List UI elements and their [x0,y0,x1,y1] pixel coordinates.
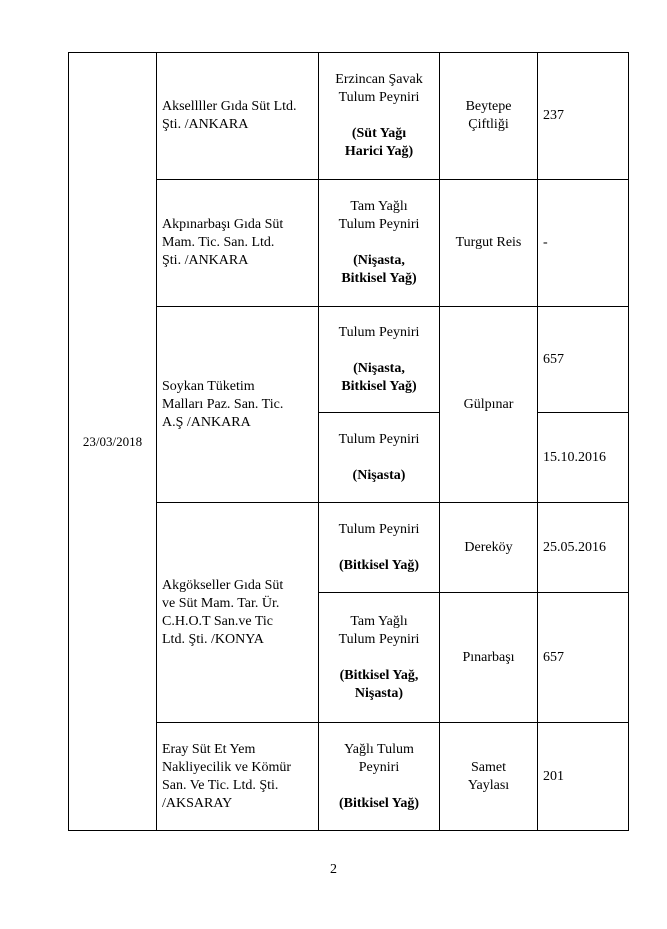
lot-number-cell: 237 [538,53,629,180]
brand-line: Samet [471,759,506,775]
lot-number-cell: 657 [538,307,629,413]
page-number: 2 [330,862,337,877]
firm-cell [157,180,319,307]
adulterant [324,795,434,813]
brand-line: Yaylası [467,777,510,793]
firm-line: Eray Süt Et Yem [162,741,256,757]
firm-cell [157,503,319,723]
product-name [324,741,434,777]
adulterant-line: Bitkisel Yağ) [341,378,417,394]
firm-line: Şti. /ANKARA [162,253,249,268]
lot-number-cell: 657 [538,593,629,723]
product-name [324,613,434,649]
adulterant [324,125,434,161]
adulterant [324,667,434,703]
date-cell: 23/03/2018 [69,53,157,831]
product-line: Peyniri [358,759,400,775]
brand-cell [440,723,538,831]
product-line: Tam Yağlı [350,613,408,629]
brand-line: Turgut Reis [455,235,522,250]
firm-line: Malları Paz. San. Tic. [162,396,284,412]
brand-cell [440,593,538,723]
product-line: Yağlı Tulum [344,741,414,757]
adulteration-table [68,52,629,831]
product-cell [319,503,440,593]
product-cell [319,53,440,180]
firm-line: A.Ş /ANKARA [162,414,251,430]
product-name [324,521,434,539]
adulterant-line: (Bitkisel Yağ) [339,795,419,811]
firm-line: Nakliyecilik ve Kömür [162,759,292,775]
lot-number-cell: - [538,180,629,307]
adulterant-line: (Süt Yağı [351,126,407,141]
product-cell [319,413,440,503]
brand-cell [440,503,538,593]
product-cell [319,593,440,723]
firm-line: Akpınarbaşı Gıda Süt [162,217,284,232]
firm-line: C.H.O.T San.ve Tic [162,613,273,629]
product-line: Erzincan Şavak [335,72,423,87]
product-line: Tulum Peyniri [338,521,420,537]
adulterant-line: (Nişasta, [353,360,405,376]
product-cell [319,307,440,413]
table-row [69,53,629,180]
firm-line: Şti. /ANKARA [162,117,249,132]
adulterant-line: Nişasta) [354,685,404,701]
brand-line: Gülpınar [463,396,514,412]
firm-cell [157,723,319,831]
product-line: Tulum Peyniri [338,217,420,232]
product-name [324,324,434,342]
lot-number-cell: 15.10.2016 [538,413,629,503]
firm-line: ve Süt Mam. Tar. Ür. [162,595,280,611]
product-line: Tulum Peyniri [338,324,420,340]
adulterant [324,360,434,396]
adulterant [324,252,434,288]
brand-line: Çiftliği [468,117,509,132]
firm-line: San. Ve Tic. Ltd. Şti. [162,777,279,793]
adulterant-line: Bitkisel Yağ) [341,271,417,286]
firm-cell [157,53,319,180]
adulterant-line: (Nişasta, [353,253,405,268]
product-name [324,71,434,107]
brand-cell [440,53,538,180]
adulterant-line: Harici Yağ) [344,144,414,159]
product-cell [319,180,440,307]
firm-line: Akgökseller Gıda Süt [162,577,284,593]
adulterant [324,557,434,575]
brand-line: Pınarbaşı [462,649,515,665]
adulterant-line: (Bitkisel Yağ) [339,557,419,573]
product-line: Tulum Peyniri [338,431,420,447]
product-line: Tam Yağlı [350,199,408,214]
product-line: Tulum Peyniri [338,631,420,647]
lot-number-cell: 201 [538,723,629,831]
firm-cell [157,307,319,503]
adulterant [324,467,434,485]
firm-line: Mam. Tic. San. Ltd. [162,235,275,250]
adulterant-line: (Nişasta) [352,467,406,483]
firm-line: Aksellller Gıda Süt Ltd. [162,99,297,114]
adulterant-line: (Bitkisel Yağ, [339,667,419,683]
brand-line: Beytepe [465,99,512,114]
brand-cell [440,307,538,503]
product-name [324,431,434,449]
brand-cell [440,180,538,307]
firm-line: Ltd. Şti. /KONYA [162,631,264,647]
product-line: Tulum Peyniri [338,90,420,105]
product-cell [319,723,440,831]
product-name [324,198,434,234]
lot-number-cell: 25.05.2016 [538,503,629,593]
brand-line: Dereköy [464,539,513,555]
firm-line: Soykan Tüketim [162,378,255,394]
firm-line: /AKSARAY [162,795,233,811]
